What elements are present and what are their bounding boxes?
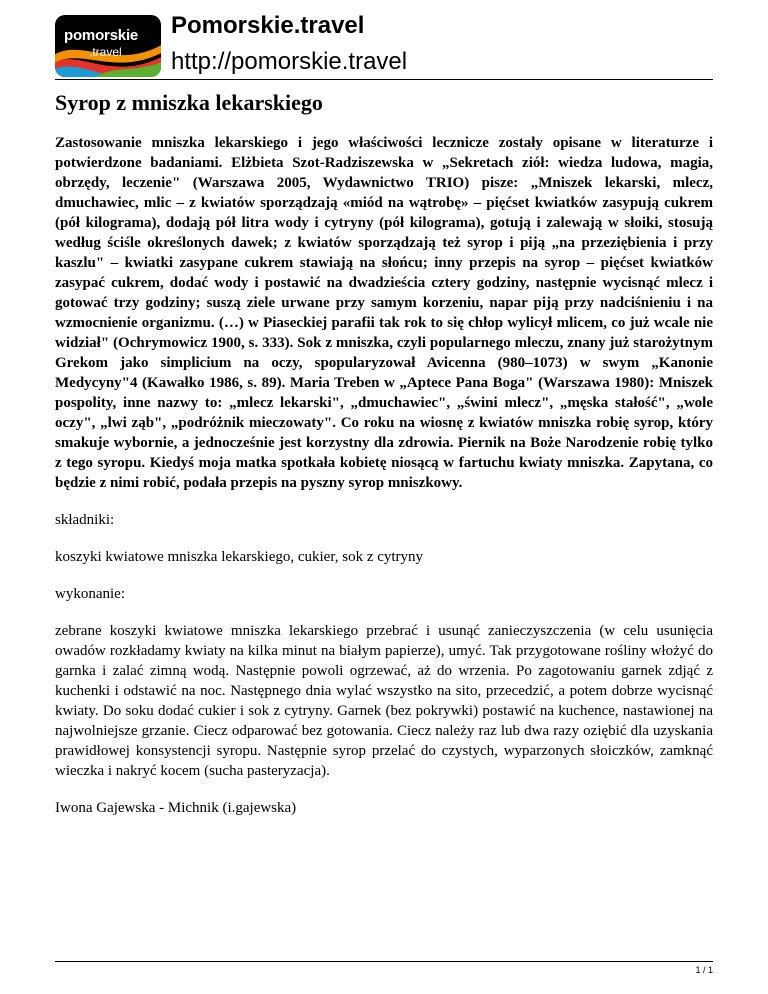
logo-text-sub: .travel (89, 45, 122, 59)
ingredients-text: koszyki kwiatowe mniszka lekarskiego, cukier, sok z cytryny (55, 549, 424, 565)
header-divider (55, 79, 713, 80)
article-body (55, 133, 713, 835)
pomorskie-travel-logo[interactable] (55, 15, 161, 77)
method-text: zebrane koszyki kwiatowe mniszka lekarskiego przebrać i usunąć zanieczyszczenia (w celu usunięcia owadów rozkładamy kwiaty na kilka minut na białym papierze), umyć. Tak przygotowane rośliny włożyć do garnka i zalać zimną wodą. Następnie powoli ogrzewać, aż do wrzenia. Po zagotowaniu garnek zdjąć z kuchenki i odstawić na noc. Następnego dnia wylać wszystko na sito, przecedzić, a potem dobrze wycisnąć kwiaty. Do soku dodać cukier i sok z cytryny. Garnek (bez pokrywki) postawić na kuchence, nastawionej na najwolniejsze grzanie. Ciecz odparować bez gotowania. Ciecz należy raz lub dwa razy oziębić dla uzyskania prawidłowej konsystencji syropu. Następnie syrop przelać do czystych, wyparzonych słoiczków, zamknąć wieczka i nakryć kocem (sucha pasteryzacja). (55, 623, 713, 779)
footer-divider (55, 961, 713, 962)
logo-text-main: pomorskie (64, 27, 139, 44)
page-number: 1 / 1 (695, 965, 713, 975)
page-header (55, 12, 713, 80)
site-title: Pomorskie.travel (171, 12, 365, 39)
site-url-link[interactable]: http://pomorskie.travel (171, 48, 408, 75)
article-author: Iwona Gajewska - Michnik (i.gajewska) (55, 800, 297, 816)
article-intro: Zastosowanie mniszka lekarskiego i jego właściwości lecznicze zostały opisane w literaturze i potwierdzone badaniami. Elżbieta Szot-Radziszewska w „Sekretach ziół: wiedza ludowa, magia, obrzędy, leczenie" (Warszawa 2005, Wydawnictwo TRIO) pisze: „Mniszek lekarski, mlecz, dmuchawiec, mlic – z kwiatów sporządzają «miód na wątrobę» – pięćset kwiatków zasypują cukrem (pół kilograma), dodają pół litra wody i cytryny (pół kilograma), gotują i zalewają w słoiki, stosują według ściśle określonych dawek; z kwiatów sporządzają też syrop i piją „na przeziębienia i przy kaszlu" – kwiatki zasypane cukrem stawiają na słońcu; inny przepis na syrop – pięćset kwiatków zasypać cukrem, dodać wody i postawić na dwadzieścia cztery godziny, następnie wycisnąć mlecz i gotować trzy godziny; suszą ziele urwane przy samym korzeniu, napar piją przy nadciśnieniu i na wzmocnienie organizmu. (…) w Piaseckiej parafii tak rok to się chłop wylicył mlicem, co już wcale nie widział" (Ochrymowicz 1900, s. 333). Sok z mniszka, czyli popularnego mleczu, znany już starożytnym Grekom jako simplicium na oczy, spopularyzował Avicenna (980–1073) w swym „Kanonie Medycyny"4 (Kawałko 1986, s. 89). Maria Treben w „Aptece Pana Boga" (Warszawa 1980): Mniszek pospolity, inne nazwy to: „mlecz lekarski", „dmuchawiec", „świni mlecz", „męska stałość", „wole oczy", „lwi ząb", „podróżnik mieczowaty". Co roku na wiosnę z kwiatów mniszka robię syrop, który smakuje wybornie, a jednocześnie jest korzystny dla zdrowia. Piernik na Boże Narodzenie robię tylko z tego syropu. Kiedyś moja matka spotkała kobietę niosącą w fartuchu kwiaty mniszka. Zapytana, co będzie z nimi robić, podała przepis na pyszny syrop mniszkowy. (55, 135, 713, 491)
article-title: Syrop z mniszka lekarskiego (55, 90, 323, 115)
ingredients-label: składniki: (55, 512, 115, 528)
method-label: wykonanie: (55, 586, 125, 602)
